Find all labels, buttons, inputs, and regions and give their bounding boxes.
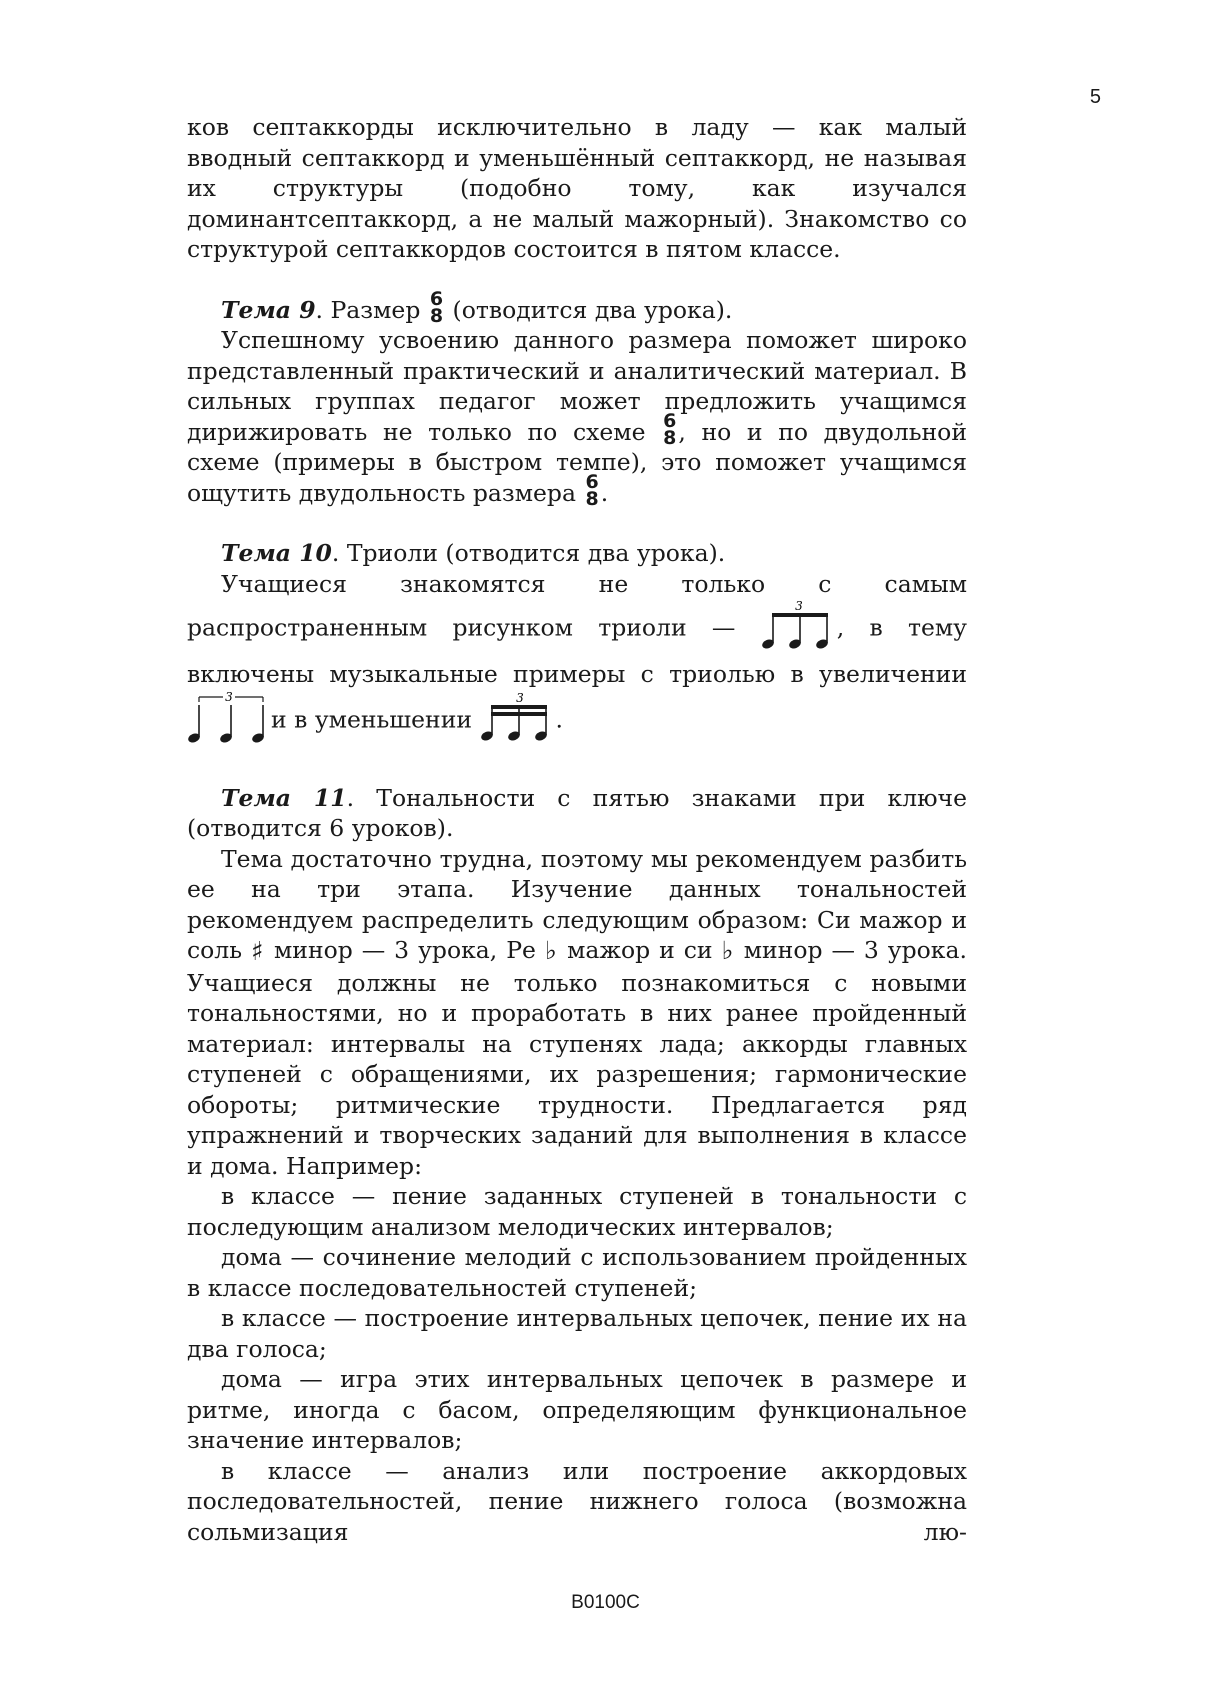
list-item: в классе — построение интервальных цепочек, пение их на два голоса; (187, 1304, 967, 1363)
topic9-paragraph: Успешному усвоению данного размера поможет широко представленный практический и аналитический материал. В сильных группах педагог может предложить учащимся дирижировать не только по схеме 6 8 , но и по двудольной схеме (примеры в быстром темпе), это поможет учащимся ощутить двудольность размера 6 8 . (187, 326, 967, 510)
topic11-title: . Тональности с пятью знаками при ключе (отводится 6 уроков). (187, 783, 967, 842)
topic11-paragraph: Тема достаточно трудна, поэтому мы рекомендуем разбить ее на три этапа. Изучение данных тональностей рекомендуем распределить следующим образом: Си мажор и соль ♯ минор — 3 урока, Ре ♭ мажор и си ♭ минор — 3 урока. Учащиеся должны не только познакомиться с новыми тональностями, но и проработать в них ранее пройденный материал: интервалы на ступенях лада; аккорды главных ступеней с обращениями, их разрешения; гармонические обороты; ритмические трудности. Предлагается ряд упражнений и творческих заданий для выполнения в классе и дома. Например: (187, 844, 967, 1180)
sharp-icon: ♯ (251, 937, 266, 967)
topic10-title: . Триоли (отводится два урока). (331, 539, 726, 567)
list-item: дома — игра этих интервальных цепочек в размере и ритме, иногда с басом, определяющим функциональное значение интервалов; (187, 1365, 967, 1454)
topic10-heading (187, 538, 967, 569)
topic10-paragraph: Учащиеся знакомятся не только с самым распространенным рисунком триоли — 3 , в тему включены музыкальные примеры с триолью в увеличении 3 и в уменьшении 3 . (187, 569, 967, 753)
time-signature-6-8: 6 8 (429, 288, 444, 327)
eighth-note-triplet-icon (761, 599, 837, 659)
topic10-label: Тема 10 (221, 539, 332, 567)
triplet-number: 3 (515, 691, 524, 705)
topic9-title-pre: . Размер (315, 295, 421, 324)
topic9-heading (187, 288, 967, 327)
topic9-label: Тема 9 (221, 295, 316, 324)
body-text (187, 112, 967, 1547)
list-item: в классе — пение заданных ступеней в тональности с последующим анализом мелодических интервалов; (187, 1182, 967, 1241)
topic11-label: Тема 11 (221, 783, 347, 812)
topic9-title-post: (отводится два урока). (445, 295, 733, 324)
time-signature-6-8: 6 8 (585, 471, 599, 510)
list-item: дома — сочинение мелодий с использованием пройденных в классе последовательностей ступеней; (187, 1243, 967, 1302)
footer-code: В0100С (571, 1592, 640, 1613)
quarter-note-triplet-icon (187, 689, 271, 753)
list-item: в классе — анализ или построение аккордовых последовательностей, пение нижнего голоса (возможна сольмизация лю- (187, 1456, 967, 1546)
topic11-heading (187, 783, 967, 844)
triplet-number: 3 (794, 599, 803, 613)
flat-icon: ♭ (544, 936, 559, 965)
sixteenth-note-triplet-icon (480, 691, 556, 751)
page-number: 5 (1089, 86, 1101, 108)
flat-icon: ♭ (721, 936, 735, 965)
triplet-number: 3 (225, 690, 233, 704)
time-signature-6-8: 6 8 (663, 410, 677, 449)
intro-paragraph: ков септаккорды исключительно в ладу — как малый вводный септаккорд и уменьшённый септаккорд, не называя их структуры (подобно тому, как изучался доминантсептаккорд, а не малый мажорный). Знакомство со структурой септаккордов состоится в пятом классе. (187, 113, 967, 263)
